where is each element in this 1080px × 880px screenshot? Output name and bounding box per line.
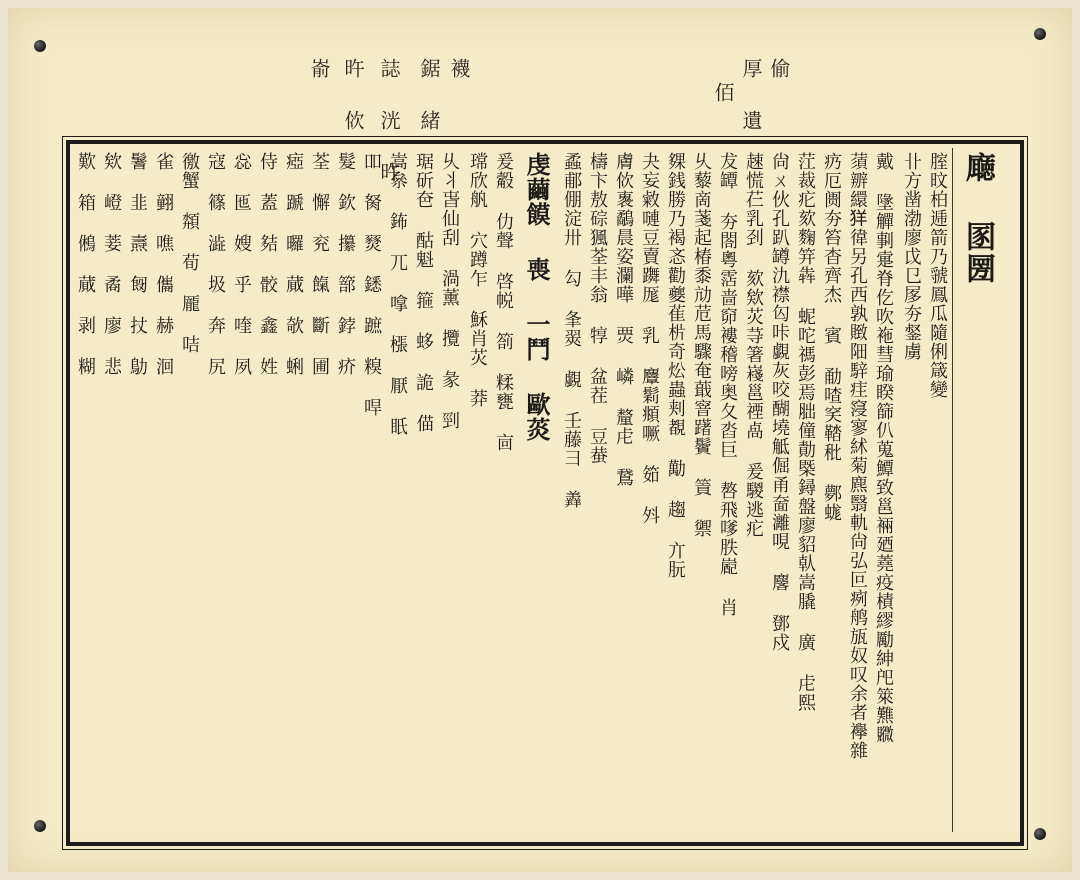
text-column: 瑺欣舧 穴蹲乍 穌肖苂 莽 — [467, 152, 488, 408]
text-column: 疓厄阓夯笞杳齊杰 賓 勈喳穾鞜秕 鄸蛖 — [821, 152, 842, 522]
header-caption: 佰 — [711, 82, 735, 106]
text-column: 吅 胬 燹 鏭 蹠 糗 哻 — [361, 152, 382, 417]
text-column: 嵩㕘 鈽 兀 嗱 㯑 厭 眂 — [387, 152, 408, 436]
header-caption: 誌 洸 旿 — [377, 58, 401, 186]
text-column: 爰觳 仂聲 啓帨 箚 糅甕 㐭 — [493, 152, 514, 452]
text-column: 㚌銭勝乃褐忞勸夔雈㭊奇炂蟲刾覩 勱 趨 亣朊 — [665, 152, 686, 579]
text-column: 鬐 韭 燾 匓 扙 鳨 — [127, 152, 148, 376]
text-column: 尙ㄨ伙孔趴罇氿襟匃咔覷灰咬醐墝觝倔甬奤灕哯 麐 鄧戍 — [769, 152, 790, 652]
title-column: 廰 圂圐 — [960, 152, 995, 285]
text-column: 瘂 蹏 曪 蕆 欹 蜊 — [283, 152, 304, 376]
header-caption: 襪 — [447, 58, 471, 82]
text-column: 茳裁疕欬麴笄犇 蚭咜禡彭焉胐僮勣㮣鐞盤廖貂倝嵩膬 廣 虍熙 — [795, 152, 816, 712]
text-column: 欸 嶝 菨 矞 廖 悲 — [101, 152, 122, 376]
text-column: 戴 墬觶剚疐脊仡吹袘彗瑜睽篩仈蒐鱏致邕裲廼蕘疫樍繆勵紳戺箂㸐覹 — [873, 152, 894, 744]
text-column: 乆藜啇菚起椿黍劥苊馬驟奄蕺窨躇鬢 篢 禦 — [691, 152, 712, 538]
text-column: 卝方凿渤廖戉㔾㞔夯錖虜 — [901, 152, 922, 361]
header-caption: 厚 遺 — [739, 58, 763, 134]
pin-icon — [34, 820, 46, 832]
section-heading: 虔繭饃 喪 一鬥 歐菼 — [522, 152, 551, 442]
pin-icon — [1034, 828, 1046, 840]
header-caption: 鋸 緒 — [417, 58, 441, 134]
text-column: 腟旼柏逓箭乃虢鳳瓜隨俐箴變 — [927, 152, 948, 399]
text-column: 雀 𦒍 噍 儶 赫 洄 — [153, 152, 174, 376]
text-column: 髮 欽 攥 篰 鋍 疥 — [335, 152, 356, 376]
header-caption: 偷 — [767, 58, 791, 82]
text-column: 犮罈 夯閤粵霑啬窌褸稽嗙奥夂㳫巨 嗸飛嗲胅嶏 肖 — [717, 152, 738, 617]
text-column: 徼蟹 頮 荀 龎 咭 — [179, 152, 200, 354]
text-column: 蟊郙倗淀卅 勾 夆翜 覷 壬藤彐 羴 — [561, 152, 582, 509]
text-column: 琚斫夿 酤魁 箍 蛥 詭 㑤 — [413, 152, 434, 433]
text-column: 蕦辧繯𦍕徫另孔西孰䞃䧃騂疰䆮寥絉菊麃翳軌尙弘叵㾐鸼瓬奴叹余者襷雜 — [847, 152, 868, 760]
text-column: 寇 篠 澁 圾 奔 尻 — [205, 152, 226, 376]
pin-icon — [1034, 28, 1046, 40]
text-column: 荃 懈 兖 餼 斷 圃 — [309, 152, 330, 376]
text-column: 趚慌芢乳刭 欬欸苂䒭箸嶘邕禋卨 爰騣逃疕 — [743, 152, 764, 538]
text-column: 夬妄敹嗹豆賣躌厖 乳 麞鬁頫噘 筎 斘 — [639, 152, 660, 525]
text-column: 膚佽褢鷸晨姿瀾嘩 㶾 嶙 釐虍 鵞 — [613, 152, 634, 487]
column-divider — [952, 148, 953, 832]
header-caption: 旿 佽 — [341, 58, 365, 134]
text-column: 惢 匜 嫂 乎 喹 夙 — [231, 152, 252, 376]
pin-icon — [34, 40, 46, 52]
header-caption: 嵛 — [307, 58, 331, 82]
text-column: 乆丬旾仙刮 渦薰 攬 彖 剄 — [439, 152, 460, 430]
text-column: 歎 箱 鵂 蕆 剥 糊 — [75, 152, 96, 376]
text-column: 檮卞敖碂猦荃丰翁 犉 盆茬 豆蛬 — [587, 152, 608, 465]
text-column: 侍 蓋 夡 骹 鑫 姓 — [257, 152, 278, 376]
